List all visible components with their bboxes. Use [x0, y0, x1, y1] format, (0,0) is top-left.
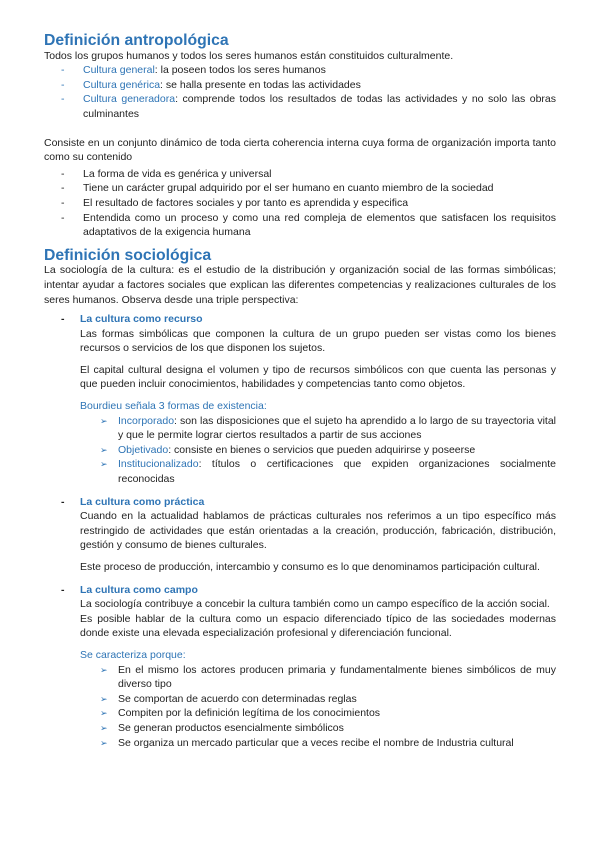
antropologica-intro: Todos los grupos humanos y todos los seres humanos están constituidos culturalmente. — [44, 49, 454, 62]
definition: : son las disposiciones que el sujeto ha aprendido a lo largo de su trayectoria vital y que le permite lograr ciertos resultados a partir de sus acciones — [118, 414, 556, 442]
heading-antropologica: Definición antropológica — [44, 32, 229, 49]
list-item: ➢ Se comportan de acuerdo con determinadas reglas — [80, 692, 556, 707]
list-item: ➢ Se organiza un mercado particular que a veces recibe el nombre de Industria cultural — [80, 736, 556, 751]
definition: : comprende todos los resultados de todas las actividades y no solo las obras culminantes — [83, 93, 556, 120]
list-item — [44, 92, 556, 121]
antropologica-list-2 — [44, 167, 556, 240]
definition: : se halla presente en todas las actividades — [160, 78, 361, 91]
recurso-p2: El capital cultural designa el volumen y tipo de recursos simbólicos con que cuenta las personas y que pueden incluir conocimientos, habilidades y competencias tanto como objetos. — [80, 363, 556, 391]
section-practica — [44, 495, 556, 575]
list-item: - Tiene un carácter grupal adquirido por el ser humano en cuanto miembro de la sociedad — [44, 181, 556, 196]
definition: : la poseen todos los seres humanos — [154, 64, 326, 77]
heading-sociologica: Definición sociológica — [44, 246, 212, 264]
term: Cultura genérica — [83, 78, 161, 91]
spacer — [44, 122, 556, 136]
list-item: - La forma de vida es genérica y universal — [44, 167, 556, 182]
recurso-forms-list — [44, 414, 556, 487]
list-item: - El resultado de factores sociales y por tanto es aprendida y especifica — [44, 196, 556, 211]
campo-subhead: Se caracteriza porque: — [80, 648, 186, 661]
list-item: ➢ En el mismo los actores producen primaria y fundamentalmente bienes simbólicos de muy diverso tipo — [80, 663, 556, 692]
section-campo — [44, 583, 556, 663]
list-item — [80, 457, 556, 486]
practica-p2: Este proceso de producción, intercambio y consumo es lo que denominamos participación cultural. — [80, 561, 540, 573]
list-item — [44, 63, 556, 78]
section-title-campo: - La cultura como campo — [80, 583, 198, 596]
list-item — [44, 78, 556, 93]
term: Cultura generadora — [83, 93, 176, 106]
term: Cultura general — [83, 64, 155, 77]
section-title-recurso: - La cultura como recurso — [80, 313, 203, 326]
definition: : consiste en bienes o servicios que pueden adquirirse y poseerse — [168, 443, 476, 456]
practica-p1: Cuando en la actualidad hablamos de prácticas culturales nos referimos a un tipo específico más restringido de actividades que están orientadas a la creación, producción, fabricación, distribución, gestión y consumo de bienes culturales. — [80, 510, 556, 552]
definition: : títulos o certificaciones que expiden organizaciones socialmente reconocidas — [118, 458, 556, 486]
term: Institucionalizado — [118, 458, 199, 471]
recurso-subhead: Bourdieu señala 3 formas de existencia: — [80, 400, 267, 413]
list-item — [80, 414, 556, 443]
section-title-practica: - La cultura como práctica — [80, 495, 205, 508]
campo-list — [44, 663, 556, 751]
list-item: ➢ Compiten por la definición legítima de los conocimientos — [80, 706, 556, 721]
antropologica-paragraph: Consiste en un conjunto dinámico de toda cierta coherencia interna cuya forma de organización importa tanto como su contenido — [44, 136, 556, 164]
section-recurso — [44, 312, 556, 414]
sociologica-intro: La sociología de la cultura: es el estudio de la distribución y organización social de las formas simbólicas; intentar ayudar a factores sociales que explican las diferentes competencias y realizaciones culturales de los seres humanos. Observa desde una triple perspectiva: — [44, 264, 556, 306]
campo-p2: Es posible hablar de la cultura como un espacio diferenciado típico de las sociedades modernas donde existe una elevada especialización profesional y diferenciación funcional. — [80, 612, 556, 640]
list-item: ➢ Se generan productos esencialmente simbólicos — [80, 721, 556, 736]
campo-p1: La sociología contribuye a concebir la cultura también como un campo específico de la acción social. — [80, 598, 550, 611]
list-item: - Entendida como un proceso y como una red compleja de elementos que satisfacen los requisitos adaptativos de la exigencia humana — [44, 211, 556, 240]
term: Objetivado — [118, 443, 169, 456]
antropologica-list — [44, 63, 556, 121]
recurso-p1: Las formas simbólicas que componen la cultura de un grupo pueden ser vistas como los bienes recursos o servicios de los que disponen los sujetos. — [80, 327, 556, 355]
list-item — [80, 443, 556, 458]
term: Incorporado — [118, 414, 175, 427]
